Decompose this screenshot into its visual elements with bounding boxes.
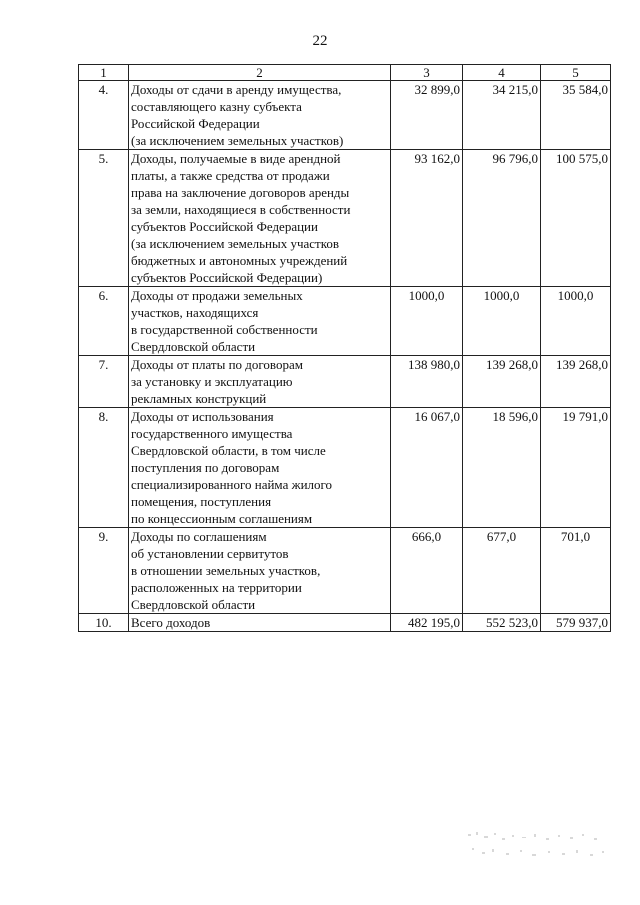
value-year-2: 18 596,0 [463, 408, 541, 528]
row-number: 6. [79, 287, 129, 356]
value-year-2: 96 796,0 [463, 150, 541, 287]
value-year-2: 1000,0 [463, 287, 541, 356]
value-year-2: 552 523,0 [463, 614, 541, 632]
table-row [79, 150, 611, 287]
value-year-1: 1000,0 [391, 287, 463, 356]
value-year-3: 1000,0 [541, 287, 611, 356]
column-header-2: 2 [129, 65, 391, 81]
value-year-3: 35 584,0 [541, 81, 611, 150]
table-row [79, 528, 611, 614]
table-row-total [79, 614, 611, 632]
value-year-1: 666,0 [391, 528, 463, 614]
row-number: 7. [79, 356, 129, 408]
revenue-table [78, 64, 611, 632]
row-name: Доходы, получаемые в виде арендной платы, а также средства от продажи права на заключение договоров аренды за земли, находящиеся в собственности субъектов Российской Федерации (за исключением земельных участков бюджетных и автономных учреждений субъектов Российской Федерации) [129, 150, 391, 287]
faint-stamp-mark [462, 826, 612, 866]
value-year-1: 16 067,0 [391, 408, 463, 528]
column-header-3: 3 [391, 65, 463, 81]
value-year-1: 32 899,0 [391, 81, 463, 150]
value-year-2: 34 215,0 [463, 81, 541, 150]
value-year-3: 139 268,0 [541, 356, 611, 408]
table-row [79, 81, 611, 150]
column-header-1: 1 [79, 65, 129, 81]
value-year-2: 139 268,0 [463, 356, 541, 408]
row-name: Доходы от использования государственного имущества Свердловской области, в том числе поступления по договорам специализированного найма жилого помещения, поступления по концессионным соглашениям [129, 408, 391, 528]
row-name: Доходы от сдачи в аренду имущества, составляющего казну субъекта Российской Федерации (за исключением земельных участков) [129, 81, 391, 150]
row-number: 4. [79, 81, 129, 150]
row-number: 9. [79, 528, 129, 614]
value-year-3: 701,0 [541, 528, 611, 614]
row-name: Доходы от продажи земельных участков, находящихся в государственной собственности Свердловской области [129, 287, 391, 356]
value-year-1: 138 980,0 [391, 356, 463, 408]
value-year-2: 677,0 [463, 528, 541, 614]
row-name: Доходы по соглашениям об установлении сервитутов в отношении земельных участков, расположенных на территории Свердловской области [129, 528, 391, 614]
table-row [79, 287, 611, 356]
value-year-3: 100 575,0 [541, 150, 611, 287]
row-number: 10. [79, 614, 129, 632]
value-year-3: 579 937,0 [541, 614, 611, 632]
column-header-4: 4 [463, 65, 541, 81]
table-row [79, 408, 611, 528]
row-number: 5. [79, 150, 129, 287]
table-row [79, 356, 611, 408]
value-year-1: 93 162,0 [391, 150, 463, 287]
value-year-1: 482 195,0 [391, 614, 463, 632]
table-header-row [79, 65, 611, 81]
row-number: 8. [79, 408, 129, 528]
page-number: 22 [312, 33, 328, 49]
column-header-5: 5 [541, 65, 611, 81]
value-year-3: 19 791,0 [541, 408, 611, 528]
row-name: Доходы от платы по договорам за установку и эксплуатацию рекламных конструкций [129, 356, 391, 408]
row-name: Всего доходов [129, 614, 391, 632]
